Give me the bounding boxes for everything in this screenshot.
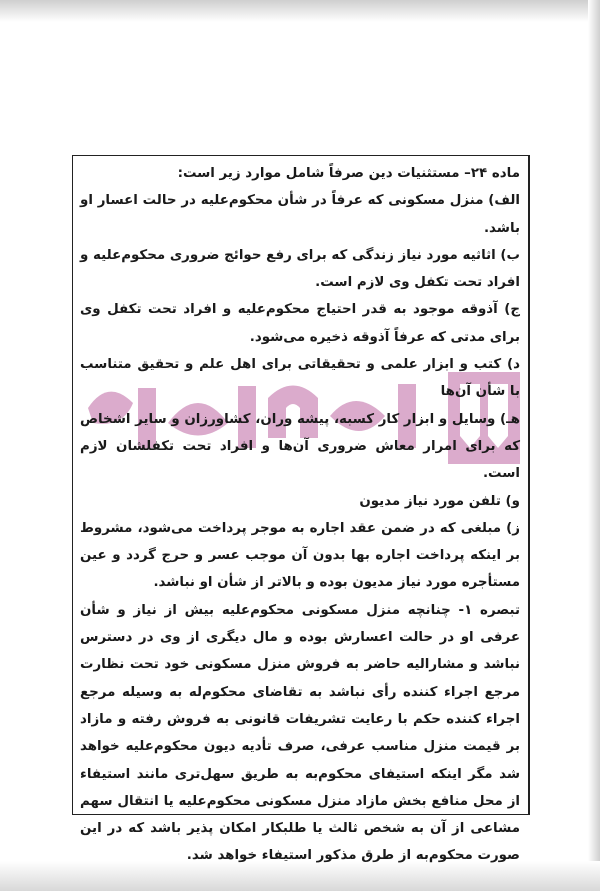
clause-be: ب) اثاثیه مورد نیاز زندگی که برای رفع حوائج ضروری محکوم‌علیه و افراد تحت تکفل وی لازم است. <box>80 247 520 291</box>
clause-ze: ز) مبلغی که در ضمن عقد اجاره به موجر پرداخت می‌شود، مشروط بر اینکه پرداخت اجاره بها بدون آن موجب عسر و حرج گردد و عین مستأجره مورد نیاز مدیون بوده و بالاتر از شأن او نباشد. <box>80 520 520 591</box>
clause-he: هـ) وسایل و ابزار کار کسبه، پیشه وران، کشاورزان و سایر اشخاص که برای امرار معاش ضروری آن‌ها و افراد تحت تکفلشان لازم است. <box>80 411 520 482</box>
article-text <box>80 160 520 870</box>
clause-alef: الف) منزل مسکونی که عرفاً در شأن محکوم‌علیه در حالت اعسار او باشد. <box>80 193 520 236</box>
article-intro: – مستثنیات دین صرفاً شامل موارد زیر است: <box>177 166 471 181</box>
note-1: تبصره ۱- چنانچه منزل مسکونی محکوم‌علیه بیش از نیاز و شأن عرفی او در حالت اعسارش بوده و مال دیگری از وی در دسترس نباشد و مشارالیه حاضر به فروش منزل مسکونی خود تحت نظارت مرجع اجراء کننده رأی نباشد به تقاضای محکوم‌له به وسیله مرجع اجراء کننده حکم با رعایت تشریفات قانونی به فروش رفته و مازاد بر قیمت منزل مناسب عرفی، صرف تأدیه دیون محکوم‌علیه خواهد شد مگر اینکه استیفای محکوم‌به به طریق سهل‌تری مانند استیفاء از محل منافع بخش مازاد منزل مسکونی محکوم‌علیه یا انتقال سهم مشاعی از آن به شخص ثالث یا طلبکار امکان پذیر باشد که در این صورت محکوم‌به از طرق مذکور استیفاء خواهد شد. <box>80 602 520 864</box>
page-scan-shadow-right <box>588 0 600 891</box>
page-scan-shadow-top <box>0 0 600 22</box>
article-heading: ماده ۲۴ <box>470 166 520 181</box>
clause-jim: ج) آذوقه موجود به قدر احتیاج محکوم‌علیه و افراد تحت تکفل وی برای مدتی که عرفاً آذوقه ذخیره می‌شود. <box>80 302 520 345</box>
clause-vav: و) تلفن مورد نیاز مدیون <box>359 493 520 509</box>
article-heading-line <box>80 160 520 187</box>
clause-dal: د) کتب و ابزار علمی و تحقیقاتی برای اهل علم و تحقیق متناسب با شأن آن‌ها <box>80 357 520 400</box>
